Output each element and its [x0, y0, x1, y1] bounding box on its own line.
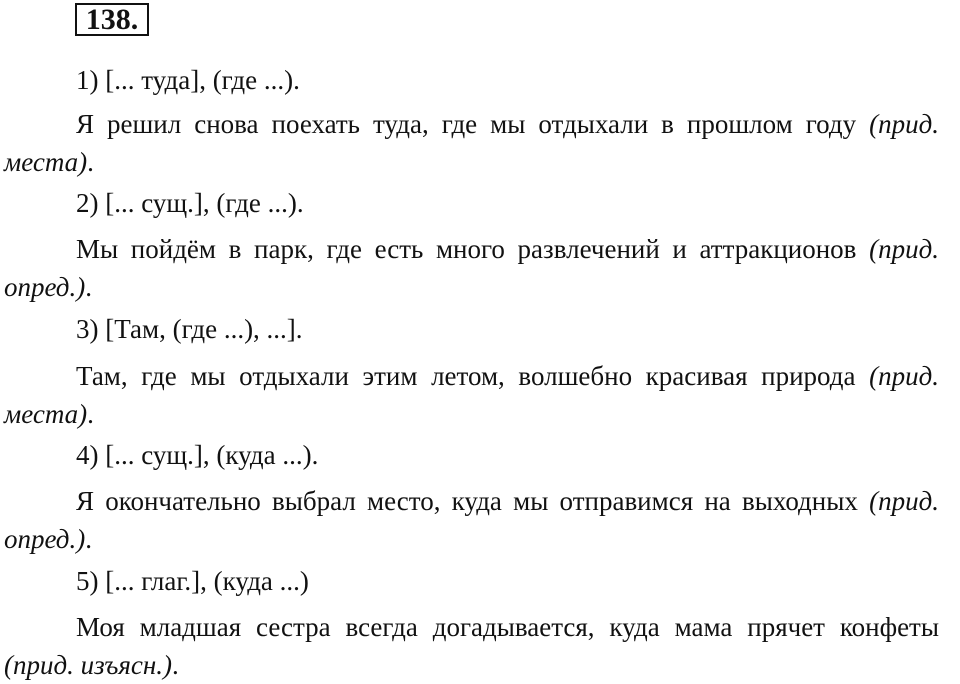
sentence-period: .	[85, 524, 92, 554]
example-sentence-2	[4, 230, 939, 306]
example-sentence-4	[4, 482, 939, 558]
clause-type-note: (прид. изъясн.)	[4, 650, 173, 680]
sentence-scheme-2: 2) [... сущ.], (где ...).	[76, 188, 304, 218]
sentence-scheme-3: 3) [Там, (где ...), ...].	[76, 314, 303, 344]
example-sentence-3	[4, 357, 939, 433]
sentence-period: .	[87, 147, 94, 177]
clause-type-note: (прид. места)	[4, 109, 939, 177]
sentence-text: Я окончательно выбрал место, куда мы отправимся на выходных	[76, 486, 858, 516]
sentence-period: .	[172, 650, 179, 680]
exercise-number: 138.	[75, 3, 149, 36]
sentence-period: .	[85, 272, 92, 302]
sentence-period: .	[87, 399, 94, 429]
sentence-text: Я решил снова поехать туда, где мы отдыхали в прошлом году	[76, 109, 857, 139]
sentence-scheme-4: 4) [... сущ.], (куда ...).	[76, 440, 319, 470]
sentence-text: Мы пойдём в парк, где есть много развлечений и аттракционов	[76, 234, 857, 264]
sentence-text: Там, где мы отдыхали этим летом, волшебно красивая природа	[76, 361, 856, 391]
sentence-scheme-1: 1) [... туда], (где ...).	[76, 65, 300, 95]
sentence-scheme-5: 5) [... глаг.], (куда ...)	[76, 566, 309, 596]
clause-type-note: (прид. места)	[4, 361, 940, 429]
clause-type-note: (прид. опред.)	[4, 234, 939, 302]
clause-type-note: (прид. опред.)	[4, 486, 940, 554]
example-sentence-1	[4, 105, 939, 181]
sentence-text: Моя младшая сестра всегда догадывается, куда мама прячет конфеты	[76, 612, 939, 642]
example-sentence-5	[4, 608, 939, 684]
